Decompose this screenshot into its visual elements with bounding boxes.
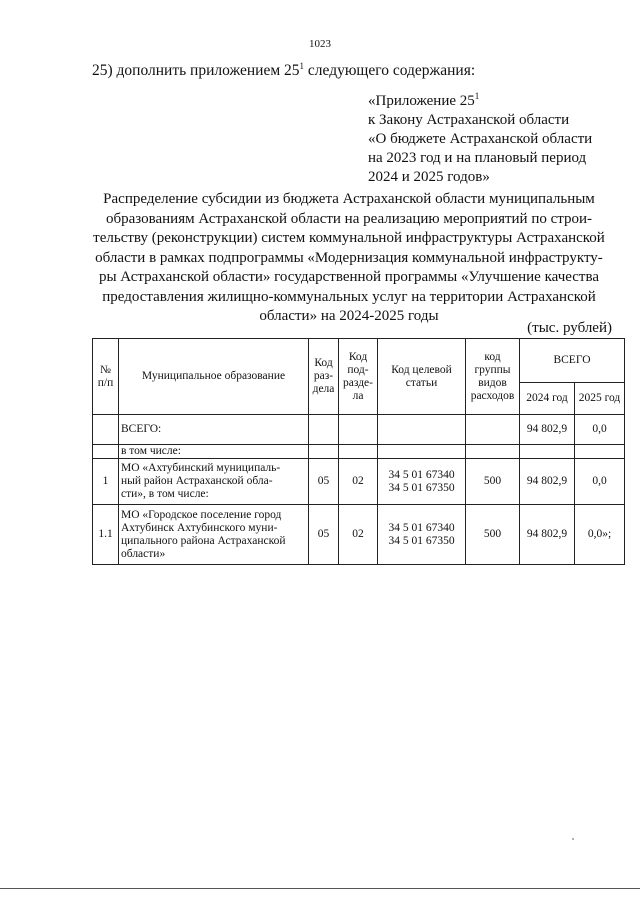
row-cs xyxy=(378,459,466,505)
row-mo-line: ный район Астраханской обла- xyxy=(121,475,273,487)
row-razdel: 05 xyxy=(309,505,339,565)
instruction-superscript: 1 xyxy=(299,60,305,71)
header-vr xyxy=(466,339,520,415)
row-mo-line: МО «Ахтубинский муниципаль- xyxy=(121,462,281,474)
header-cs xyxy=(378,339,466,415)
table-row xyxy=(93,505,625,565)
including-label: в том числе: xyxy=(119,445,309,459)
header-row xyxy=(93,339,625,383)
empty-cell xyxy=(339,445,378,459)
header-vr-line: видов xyxy=(478,376,507,389)
header-vr-line: код xyxy=(484,350,501,363)
annex-header xyxy=(368,92,592,187)
header-2025: 2025 год xyxy=(575,383,625,415)
header-podrazdel-line: Код xyxy=(348,350,368,363)
scan-speck xyxy=(572,838,574,840)
row-2025: 0,0 xyxy=(575,459,625,505)
header-podrazdel-line: под- xyxy=(347,363,369,376)
row-2025: 0,0»; xyxy=(575,505,625,565)
row-cs xyxy=(378,505,466,565)
row-podrazdel: 02 xyxy=(339,459,378,505)
annex-line-4: на 2023 год и на плановый период xyxy=(368,150,587,166)
amendment-instruction xyxy=(92,62,475,80)
row-cs-line: 34 5 01 67340 xyxy=(388,468,455,481)
empty-cell xyxy=(309,445,339,459)
including-row xyxy=(93,445,625,459)
annex-line-5: 2024 и 2025 годов» xyxy=(368,169,490,185)
row-mo-line: Ахтубинск Ахтубинского муни- xyxy=(121,521,278,534)
row-mo xyxy=(119,459,309,505)
row-mo xyxy=(119,505,309,565)
row-razdel: 05 xyxy=(309,459,339,505)
subsidy-table xyxy=(92,338,625,565)
document-title xyxy=(82,190,616,327)
including-num xyxy=(93,445,119,459)
header-cs-line: Код целевой xyxy=(391,363,452,376)
header-razdel-line: раз- xyxy=(313,370,334,382)
row-mo-line: области» xyxy=(121,547,166,560)
empty-cell xyxy=(378,445,466,459)
total-vr xyxy=(466,415,520,445)
row-vr: 500 xyxy=(466,505,520,565)
annex-line-3: «О бюджете Астраханской области xyxy=(368,131,593,147)
header-total: ВСЕГО xyxy=(520,339,625,383)
header-podrazdel-line: ла xyxy=(352,389,364,402)
title-line: области» на 2024-2025 годы xyxy=(259,308,439,324)
header-podrazdel-line: разде- xyxy=(343,376,373,389)
header-podrazdel xyxy=(339,339,378,415)
page-number: 1023 xyxy=(309,38,331,50)
table-row xyxy=(93,459,625,505)
scan-bottom-edge xyxy=(0,888,640,889)
title-line: области в рамках подпрограммы «Модернизация коммунальной инфраструкту- xyxy=(95,249,603,266)
row-mo-line: сти», в том числе: xyxy=(121,488,209,500)
row-cs-line: 34 5 01 67350 xyxy=(388,534,455,547)
header-vr-line: группы xyxy=(474,363,511,376)
instruction-text: 25) дополнить приложением 25 xyxy=(92,62,300,79)
header-vr-line: расходов xyxy=(470,389,515,402)
annex-line-1 xyxy=(368,92,592,111)
header-razdel xyxy=(309,339,339,415)
row-vr: 500 xyxy=(466,459,520,505)
row-mo-line: ципального района Астраханской xyxy=(121,534,286,547)
row-mo-line: МО «Городское поселение город xyxy=(121,508,282,521)
title-line: тельству (реконструкции) систем коммунальной инфраструктуры Астраханской xyxy=(93,230,605,246)
row-num: 1.1 xyxy=(93,505,119,565)
annex-superscript: 1 xyxy=(474,91,480,101)
row-cs-line: 34 5 01 67350 xyxy=(388,481,455,494)
row-num: 1 xyxy=(93,459,119,505)
total-podrazdel xyxy=(339,415,378,445)
header-cs-line: статьи xyxy=(405,376,438,389)
row-2024: 94 802,9 xyxy=(520,505,575,565)
header-razdel-line: Код xyxy=(314,357,333,369)
title-line: ры Астраханской области» государственной программы «Улучшение качества xyxy=(98,269,600,285)
header-mo: Муниципальное образование xyxy=(119,339,309,415)
title-line: образованиям Астраханской области на реализацию мероприятий по строи- xyxy=(105,210,593,227)
empty-cell xyxy=(520,445,575,459)
title-line: Распределение субсидии из бюджета Астраханской области муниципальным xyxy=(103,191,595,207)
row-podrazdel: 02 xyxy=(339,505,378,565)
total-cs xyxy=(378,415,466,445)
empty-cell xyxy=(466,445,520,459)
title-line: предоставления жилищно-коммунальных услуг на территории Астраханской xyxy=(102,288,596,305)
header-num-line: п/п xyxy=(97,376,114,389)
total-num xyxy=(93,415,119,445)
row-2024: 94 802,9 xyxy=(520,459,575,505)
annex-line-2: к Закону Астраханской области xyxy=(368,112,570,128)
row-cs-line: 34 5 01 67340 xyxy=(388,521,455,534)
instruction-tail: следующего содержания: xyxy=(304,62,476,79)
header-num xyxy=(93,339,119,415)
total-2025: 0,0 xyxy=(575,415,625,445)
total-row xyxy=(93,415,625,445)
header-2024: 2024 год xyxy=(520,383,575,415)
header-num-line: № xyxy=(100,363,111,376)
total-razdel xyxy=(309,415,339,445)
empty-cell xyxy=(575,445,625,459)
total-label: ВСЕГО: xyxy=(119,415,309,445)
header-razdel-line: дела xyxy=(312,383,335,395)
annex-line-1-text: «Приложение 25 xyxy=(368,93,475,109)
units-label: (тыс. рублей) xyxy=(527,320,612,336)
total-2024: 94 802,9 xyxy=(520,415,575,445)
